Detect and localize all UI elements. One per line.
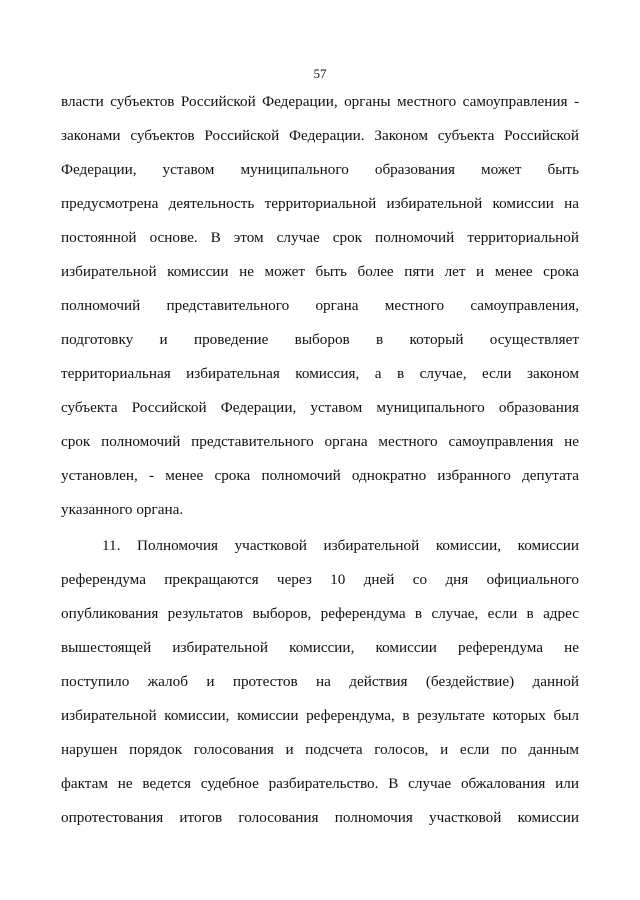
text-line: постоянной основе. В этом случае срок полномочий территориальной — [61, 229, 579, 246]
text-line: законами субъектов Российской Федерации. Законом субъекта Российской — [61, 127, 579, 144]
text-line: опротестования итогов голосования полномочия участковой комиссии — [61, 809, 579, 826]
text-line: фактам не ведется судебное разбирательство. В случае обжалования или — [61, 775, 579, 792]
text-line: нарушен порядок голосования и подсчета голосов, и если по данным — [61, 741, 579, 758]
text-line: власти субъектов Российской Федерации, органы местного самоуправления - — [61, 93, 579, 110]
text-line: вышестоящей избирательной комиссии, комиссии референдума не — [61, 639, 579, 656]
page-number: 57 — [313, 66, 327, 81]
text-line: избирательной комиссии не может быть более пяти лет и менее срока — [61, 263, 579, 280]
text-line: установлен, - менее срока полномочий однократно избранного депутата — [61, 467, 579, 484]
text-line: территориальная избирательная комиссия, а в случае, если законом — [61, 365, 579, 382]
text-line: предусмотрена деятельность территориальной избирательной комиссии на — [61, 195, 579, 212]
text-line: полномочий представительного органа местного самоуправления, — [61, 297, 579, 314]
text-line: субъекта Российской Федерации, уставом муниципального образования — [61, 399, 579, 416]
text-line: Федерации, уставом муниципального образования может быть — [61, 161, 579, 178]
text-line: опубликования результатов выборов, референдума в случае, если в адрес — [61, 605, 579, 622]
text-line: подготовку и проведение выборов в который осуществляет — [61, 331, 579, 348]
text-line: срок полномочий представительного органа местного самоуправления не — [61, 433, 579, 450]
text-line: референдума прекращаются через 10 дней со дня официального — [61, 571, 579, 588]
text-line: указанного органа. — [61, 501, 184, 518]
text-line: поступило жалоб и протестов на действия (бездействие) данной — [61, 673, 579, 690]
text-line: 11. Полномочия участковой избирательной комиссии, комиссии — [102, 537, 579, 554]
text-line: избирательной комиссии, комиссии референдума, в результате которых был — [61, 707, 579, 724]
